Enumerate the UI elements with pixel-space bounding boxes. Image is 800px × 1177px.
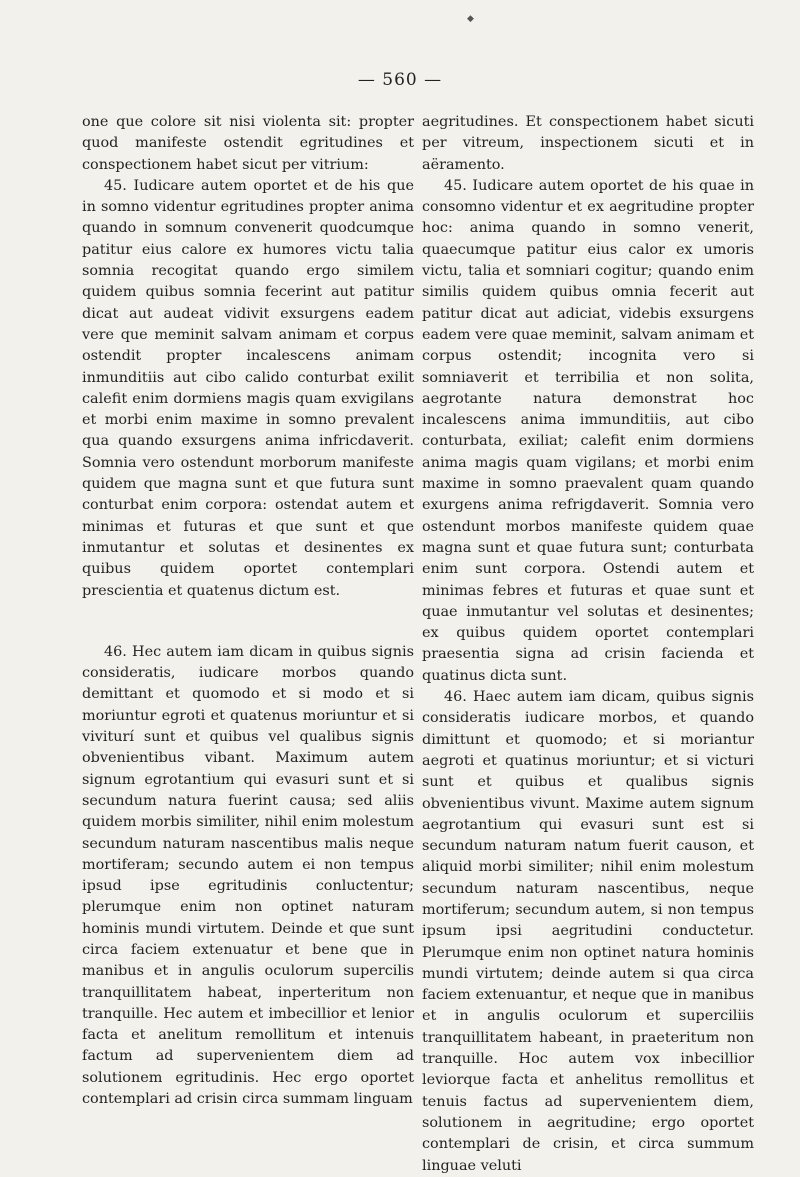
left-column — [82, 112, 414, 1110]
right-paragraph-intro: aegritudines. Et conspectionem habet sicuti per vitreum, inspectionem sicuti et in aëramento. — [422, 114, 754, 173]
page-number: — 560 — — [357, 70, 443, 90]
left-paragraph-intro: one que colore sit nisi violenta sit: propter quod manifeste ostendit egritudines et conspectionem habet sicut per vitrium: — [82, 114, 414, 173]
left-paragraph-46: 46. Hec autem iam dicam in quibus signis consideratis, iudicare morbos quando demittant et quomodo et si modo et si moriuntur egroti et quatenus moriuntur et si viviturí sunt et quibus vel qualibus signis obvenientibus vibant. Maximum autem signum egrotantium qui evasuri sunt et si secundum natura fuerint causa; sed aliis quidem morbis similiter, nihil enim molestum secundum naturam nascentibus malis neque mortiferam; secundo autem ei non tempus ipsud ipse egritudinis conluctentur; plerumque enim non optinet naturam hominis mundi virtutem. Deinde et que sunt circa faciem extenuatur et bene que in manibus et in angulis oculorum supercilis tranquillitatem habeat, inperteritum non tranquille. Hec autem et imbecillior et lenior facta et anelitum remollitum et intenuis factum ad supervenientem diem ad solutionem egritudinis. Hec ergo oportet contemplari ad crisin circa summam linguam — [82, 643, 414, 1108]
right-column — [422, 112, 754, 1177]
right-paragraph-45: 45. Iudicare autem oportet de his quae in consomno videntur et ex aegritudine propter hoc: anima quando in somno venerit, quaecumque patitur eius calor ex umoris victu, talia et somniari cogitur; quando enim similis quidem quibus omnia fecerit aut patitur dicat aut adiciat, videbis exsurgens eadem vere quae meminit, salvam animam et corpus ostendit; incognita vero si somniaverit et terribilia et non solita, aegrotante natura demonstrat hoc incalescens anima immunditiis, aut cibo conturbata, exiliat; calefit enim dormiens anima magis quam vigilans; et morbi enim maxime in somno praevalent quam quando exurgens anima refrigdaverit. Somnia vero ostendunt morbos manifeste quidem quae magna sunt et quae futura sunt; conturbata enim sunt corpora. Ostendi autem et minimas febres et futuras et quae sunt et quae inmutantur vel solutas et desinentes; ex quibus quidem oportet contemplari praesentia signa ad crisin facienda et quatinus dicta sunt. — [422, 177, 754, 684]
print-mark: ◆ — [467, 14, 474, 24]
left-paragraph-45: 45. Iudicare autem oportet et de his que in somno videntur egritudines propter anima quando in somnum convenerit quodcumque patitur eius calore ex humores victu talia somnia recogitat quando ergo similem quidem quibus somnia fecerint aut patitur dicat aut audeat vidivit exsurgens eadem vere que meminit salvam animam et corpus ostendit propter incalescens animam inmunditiis aut cibo calido conturbat exilit calefit enim dormiens magis quam exvigilans et morbi enim maxime in somno prevalent qua quando exsurgens anima infricdaverit. Somnia vero ostendunt morborum manifeste quidem que magna sunt et que futura sunt conturbat enim corpora: ostendat autem et minimas et futuras et que sunt et que inmutantur et solutas et desinentes ex quibus quidem oportet contemplari prescientia et quatenus dictum est. — [82, 177, 414, 599]
right-paragraph-46: 46. Haec autem iam dicam, quibus signis consideratis iudicare morbos, et quando dimittunt et quomodo; et si moriantur aegroti et quatinus moriuntur; et si victuri sunt et quibus et qualibus signis obvenientibus vivunt. Maxime autem signum aegrotantium qui evasuri sunt est si secundum naturam natum fuerit causon, et aliquid morbi similiter; nihil enim molestum secundum naturam nascentibus, neque mortiferum; secundum autem, si non tempus ipsum ipsi aegritudini conductetur. Plerumque enim non optinet natura hominis mundi virtutem; deinde autem si qua circa faciem extenuantur, et neque que in manibus et in angulis oculorum et superciliis tranquillitatem habeant, in praeteritum non tranquille. Hoc autem vox inbecillior leviorque facta et anhelitus remollitus et tenuis factus ad supervenientem diem, solutionem in aegritudine; ergo oportet contemplari de crisin, et circa summum linguae veluti — [422, 689, 754, 1174]
